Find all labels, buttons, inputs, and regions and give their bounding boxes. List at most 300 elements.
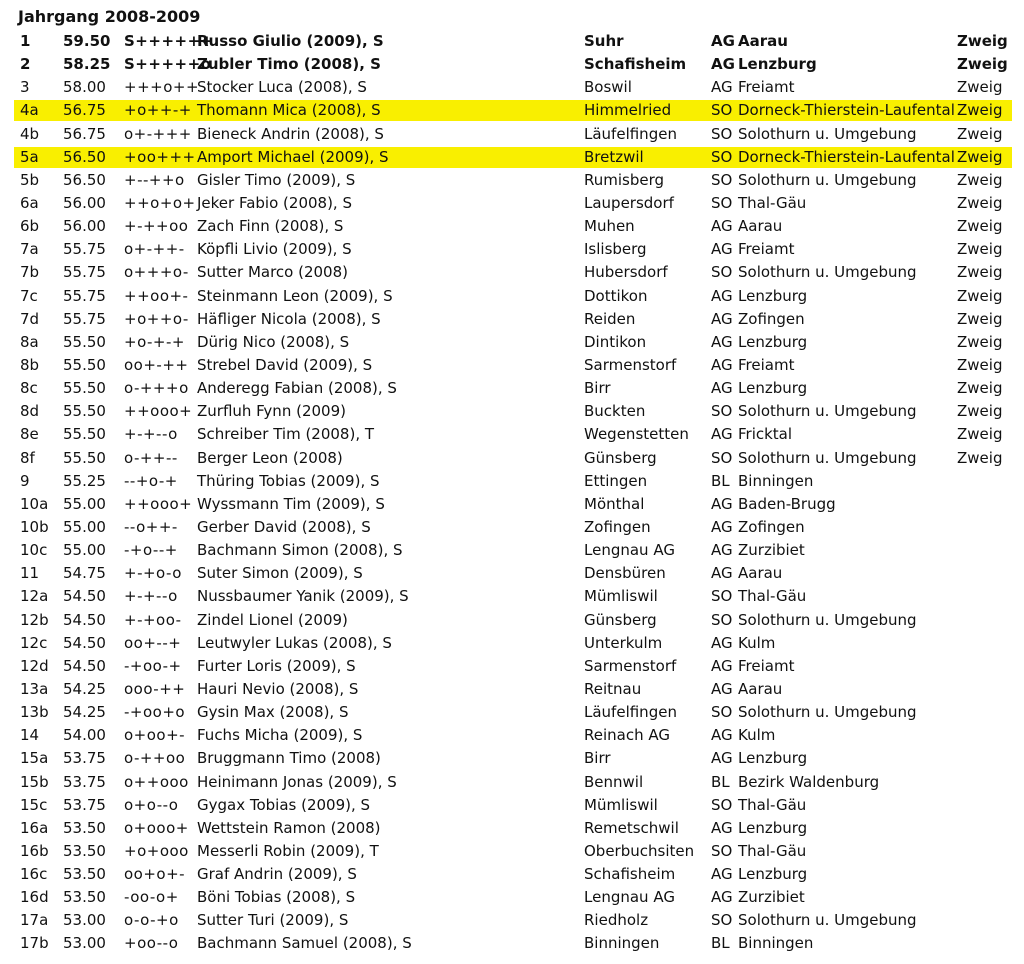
- name-cell: Gerber David (2008), S: [197, 517, 371, 536]
- marks-cell: +-+oo-: [124, 610, 182, 629]
- table-row: [0, 562, 1024, 585]
- region-cell: Dorneck-Thierstein-Laufental: [738, 101, 955, 120]
- points-cell: 56.00: [63, 193, 106, 212]
- canton-cell: AG: [711, 355, 733, 374]
- region-cell: Freiamt: [738, 78, 795, 97]
- name-cell: Bieneck Andrin (2008), S: [197, 124, 384, 143]
- zweig-cell: Zweig: [957, 55, 1008, 74]
- table-row: [0, 285, 1024, 308]
- region-cell: Kulm: [738, 726, 776, 745]
- table-row: [0, 678, 1024, 701]
- points-cell: 55.50: [63, 402, 106, 421]
- region-cell: Solothurn u. Umgebung: [738, 170, 917, 189]
- region-cell: Solothurn u. Umgebung: [738, 448, 917, 467]
- name-cell: Hauri Nevio (2008), S: [197, 679, 359, 698]
- name-cell: Thüring Tobias (2009), S: [197, 471, 380, 490]
- region-cell: Aarau: [738, 217, 783, 236]
- table-row: [0, 53, 1024, 76]
- town-cell: Buckten: [584, 402, 646, 421]
- points-cell: 55.75: [63, 309, 106, 328]
- zweig-cell: Zweig: [957, 147, 1003, 166]
- marks-cell: +o++-+: [124, 101, 192, 120]
- rank-cell: 16d: [20, 888, 49, 907]
- region-cell: Thal-Gäu: [738, 193, 807, 212]
- marks-cell: +++o++: [124, 78, 200, 97]
- points-cell: 54.25: [63, 679, 106, 698]
- rank-cell: 7d: [20, 309, 40, 328]
- region-cell: Solothurn u. Umgebung: [738, 263, 917, 282]
- marks-cell: ++ooo+: [124, 494, 193, 513]
- town-cell: Läufelfingen: [584, 124, 677, 143]
- marks-cell: +--++o: [124, 170, 185, 189]
- region-cell: Binningen: [738, 934, 814, 953]
- name-cell: Messerli Robin (2009), T: [197, 841, 379, 860]
- rank-cell: 17b: [20, 934, 49, 953]
- canton-cell: AG: [711, 633, 733, 652]
- rank-cell: 16b: [20, 841, 49, 860]
- rank-cell: 8b: [20, 355, 40, 374]
- region-cell: Zofingen: [738, 309, 805, 328]
- town-cell: Ettingen: [584, 471, 648, 490]
- region-cell: Solothurn u. Umgebung: [738, 703, 917, 722]
- town-cell: Dottikon: [584, 286, 648, 305]
- table-row: [0, 655, 1024, 678]
- zweig-cell: Zweig: [957, 217, 1003, 236]
- rank-cell: 11: [20, 564, 40, 583]
- marks-cell: +-+--o: [124, 425, 178, 444]
- points-cell: 53.50: [63, 865, 106, 884]
- rank-cell: 12b: [20, 610, 49, 629]
- town-cell: Unterkulm: [584, 633, 663, 652]
- results-table: [0, 30, 1024, 956]
- region-cell: Zurzibiet: [738, 888, 805, 907]
- points-cell: 58.00: [63, 78, 106, 97]
- town-cell: Birr: [584, 749, 611, 768]
- marks-cell: +oo--o: [124, 934, 179, 953]
- marks-cell: oo+-++: [124, 355, 189, 374]
- name-cell: Bruggmann Timo (2008): [197, 749, 381, 768]
- marks-cell: o+-+++: [124, 124, 192, 143]
- canton-cell: AG: [711, 32, 735, 50]
- name-cell: Bachmann Simon (2008), S: [197, 541, 403, 560]
- region-cell: Thal-Gäu: [738, 795, 807, 814]
- town-cell: Riedholz: [584, 911, 649, 930]
- marks-cell: S+++++o: [124, 55, 212, 74]
- table-row: [0, 932, 1024, 955]
- canton-cell: AG: [711, 726, 733, 745]
- table-row: [0, 76, 1024, 99]
- points-cell: 53.00: [63, 911, 106, 930]
- zweig-cell: Zweig: [957, 101, 1003, 120]
- zweig-cell: Zweig: [957, 355, 1003, 374]
- rank-cell: 4b: [20, 124, 40, 143]
- zweig-cell: Zweig: [957, 240, 1003, 259]
- table-row: [0, 585, 1024, 608]
- town-cell: Muhen: [584, 217, 635, 236]
- region-cell: Aarau: [738, 679, 783, 698]
- table-row: [0, 724, 1024, 747]
- zweig-cell: Zweig: [957, 170, 1003, 189]
- points-cell: 56.75: [63, 101, 106, 120]
- marks-cell: o+o--o: [124, 795, 179, 814]
- name-cell: Häfliger Nicola (2008), S: [197, 309, 381, 328]
- table-row: [0, 863, 1024, 886]
- points-cell: 54.50: [63, 656, 106, 675]
- rank-cell: 3: [20, 78, 30, 97]
- region-cell: Aarau: [738, 32, 788, 50]
- region-cell: Lenzburg: [738, 286, 808, 305]
- rank-cell: 7b: [20, 263, 40, 282]
- points-cell: 53.00: [63, 934, 106, 953]
- points-cell: 59.50: [63, 32, 111, 50]
- town-cell: Mümliswil: [584, 587, 658, 606]
- name-cell: Wettstein Ramon (2008): [197, 818, 381, 837]
- canton-cell: AG: [711, 541, 733, 560]
- zweig-cell: Zweig: [957, 124, 1003, 143]
- rank-cell: 1: [20, 32, 31, 50]
- town-cell: Binningen: [584, 934, 660, 953]
- canton-cell: SO: [711, 911, 733, 930]
- town-cell: Wegenstetten: [584, 425, 689, 444]
- region-cell: Solothurn u. Umgebung: [738, 124, 917, 143]
- marks-cell: +o-+-+: [124, 332, 185, 351]
- region-cell: Zurzibiet: [738, 541, 805, 560]
- name-cell: Steinmann Leon (2009), S: [197, 286, 393, 305]
- town-cell: Densbüren: [584, 564, 666, 583]
- town-cell: Boswil: [584, 78, 632, 97]
- points-cell: 53.50: [63, 888, 106, 907]
- town-cell: Bretzwil: [584, 147, 644, 166]
- points-cell: 53.50: [63, 818, 106, 837]
- rank-cell: 7c: [20, 286, 38, 305]
- rank-cell: 6a: [20, 193, 39, 212]
- points-cell: 56.50: [63, 170, 106, 189]
- region-cell: Freiamt: [738, 355, 795, 374]
- marks-cell: o+oo+-: [124, 726, 186, 745]
- zweig-cell: Zweig: [957, 448, 1003, 467]
- table-row: [0, 331, 1024, 354]
- table-row: [0, 238, 1024, 261]
- rank-cell: 5a: [20, 147, 39, 166]
- points-cell: 55.50: [63, 332, 106, 351]
- canton-cell: SO: [711, 170, 733, 189]
- marks-cell: +o++o-: [124, 309, 189, 328]
- table-row: [0, 215, 1024, 238]
- region-cell: Freiamt: [738, 656, 795, 675]
- town-cell: Günsberg: [584, 448, 657, 467]
- town-cell: Suhr: [584, 32, 624, 50]
- canton-cell: BL: [711, 471, 730, 490]
- table-row: [0, 400, 1024, 423]
- zweig-cell: Zweig: [957, 425, 1003, 444]
- zweig-cell: Zweig: [957, 332, 1003, 351]
- rank-cell: 7a: [20, 240, 39, 259]
- canton-cell: AG: [711, 425, 733, 444]
- canton-cell: AG: [711, 309, 733, 328]
- marks-cell: o+-++-: [124, 240, 185, 259]
- table-row: [0, 192, 1024, 215]
- page-title: Jahrgang 2008-2009: [18, 7, 201, 26]
- marks-cell: --+o-+: [124, 471, 178, 490]
- rank-cell: 15a: [20, 749, 49, 768]
- points-cell: 55.50: [63, 355, 106, 374]
- rank-cell: 4a: [20, 101, 39, 120]
- marks-cell: o+++o-: [124, 263, 189, 282]
- canton-cell: AG: [711, 818, 733, 837]
- rank-cell: 17a: [20, 911, 49, 930]
- rank-cell: 9: [20, 471, 30, 490]
- region-cell: Dorneck-Thierstein-Laufental: [738, 147, 955, 166]
- name-cell: Heinimann Jonas (2009), S: [197, 772, 397, 791]
- marks-cell: o++ooo: [124, 772, 189, 791]
- table-row: [0, 377, 1024, 400]
- points-cell: 54.00: [63, 726, 106, 745]
- table-row: [0, 261, 1024, 284]
- table-row: [0, 99, 1024, 122]
- name-cell: Suter Simon (2009), S: [197, 564, 363, 583]
- town-cell: Islisberg: [584, 240, 647, 259]
- region-cell: Solothurn u. Umgebung: [738, 402, 917, 421]
- region-cell: Solothurn u. Umgebung: [738, 610, 917, 629]
- name-cell: Russo Giulio (2009), S: [197, 32, 384, 50]
- table-row: [0, 169, 1024, 192]
- rank-cell: 10c: [20, 541, 48, 560]
- marks-cell: -+oo+o: [124, 703, 186, 722]
- points-cell: 54.50: [63, 610, 106, 629]
- rank-cell: 12c: [20, 633, 48, 652]
- marks-cell: +-++oo: [124, 217, 189, 236]
- name-cell: Jeker Fabio (2008), S: [197, 193, 352, 212]
- points-cell: 55.75: [63, 286, 106, 305]
- name-cell: Zindel Lionel (2009): [197, 610, 348, 629]
- canton-cell: SO: [711, 193, 733, 212]
- town-cell: Günsberg: [584, 610, 657, 629]
- name-cell: Thomann Mica (2008), S: [197, 101, 381, 120]
- town-cell: Rumisberg: [584, 170, 665, 189]
- table-row: [0, 909, 1024, 932]
- zweig-cell: Zweig: [957, 402, 1003, 421]
- region-cell: Lenzburg: [738, 332, 808, 351]
- region-cell: Freiamt: [738, 240, 795, 259]
- rank-cell: 16a: [20, 818, 49, 837]
- name-cell: Furter Loris (2009), S: [197, 656, 356, 675]
- table-row: [0, 747, 1024, 770]
- town-cell: Mönthal: [584, 494, 645, 513]
- region-cell: Binningen: [738, 471, 814, 490]
- town-cell: Zofingen: [584, 517, 651, 536]
- points-cell: 55.50: [63, 448, 106, 467]
- canton-cell: SO: [711, 124, 733, 143]
- name-cell: Fuchs Micha (2009), S: [197, 726, 363, 745]
- canton-cell: AG: [711, 217, 733, 236]
- table-row: [0, 771, 1024, 794]
- marks-cell: ++oo+-: [124, 286, 189, 305]
- town-cell: Schafisheim: [584, 55, 687, 74]
- table-row: [0, 493, 1024, 516]
- canton-cell: SO: [711, 795, 733, 814]
- points-cell: 55.75: [63, 240, 106, 259]
- table-row: [0, 817, 1024, 840]
- region-cell: Lenzburg: [738, 379, 808, 398]
- points-cell: 53.75: [63, 772, 106, 791]
- town-cell: Schafisheim: [584, 865, 676, 884]
- rank-cell: 12d: [20, 656, 49, 675]
- name-cell: Anderegg Fabian (2008), S: [197, 379, 397, 398]
- marks-cell: +o+ooo: [124, 841, 189, 860]
- marks-cell: -+o--+: [124, 541, 178, 560]
- name-cell: Graf Andrin (2009), S: [197, 865, 357, 884]
- marks-cell: o+ooo+: [124, 818, 189, 837]
- points-cell: 55.00: [63, 541, 106, 560]
- zweig-cell: Zweig: [957, 379, 1003, 398]
- canton-cell: AG: [711, 865, 733, 884]
- name-cell: Wyssmann Tim (2009), S: [197, 494, 385, 513]
- region-cell: Lenzburg: [738, 818, 808, 837]
- marks-cell: --o++-: [124, 517, 178, 536]
- region-cell: Bezirk Waldenburg: [738, 772, 880, 791]
- town-cell: Reitnau: [584, 679, 642, 698]
- rank-cell: 10a: [20, 494, 49, 513]
- name-cell: Sutter Marco (2008): [197, 263, 348, 282]
- town-cell: Himmelried: [584, 101, 672, 120]
- table-row: [0, 516, 1024, 539]
- points-cell: 55.00: [63, 517, 106, 536]
- town-cell: Remetschwil: [584, 818, 679, 837]
- marks-cell: oo+--+: [124, 633, 182, 652]
- town-cell: Sarmenstorf: [584, 355, 677, 374]
- rank-cell: 14: [20, 726, 40, 745]
- name-cell: Berger Leon (2008): [197, 448, 343, 467]
- town-cell: Reinach AG: [584, 726, 670, 745]
- zweig-cell: Zweig: [957, 32, 1008, 50]
- region-cell: Lenzburg: [738, 865, 808, 884]
- rank-cell: 8f: [20, 448, 35, 467]
- canton-cell: AG: [711, 78, 733, 97]
- region-cell: Kulm: [738, 633, 776, 652]
- points-cell: 54.75: [63, 564, 106, 583]
- name-cell: Nussbaumer Yanik (2009), S: [197, 587, 409, 606]
- points-cell: 58.25: [63, 55, 111, 74]
- town-cell: Birr: [584, 379, 611, 398]
- canton-cell: SO: [711, 610, 733, 629]
- canton-cell: AG: [711, 564, 733, 583]
- marks-cell: +oo+++: [124, 147, 196, 166]
- region-cell: Lenzburg: [738, 55, 817, 74]
- points-cell: 54.25: [63, 703, 106, 722]
- canton-cell: SO: [711, 703, 733, 722]
- town-cell: Lengnau AG: [584, 888, 675, 907]
- town-cell: Dintikon: [584, 332, 647, 351]
- name-cell: Zach Finn (2008), S: [197, 217, 344, 236]
- zweig-cell: Zweig: [957, 309, 1003, 328]
- marks-cell: S++++++: [124, 32, 214, 50]
- zweig-cell: Zweig: [957, 78, 1003, 97]
- canton-cell: SO: [711, 587, 733, 606]
- table-row: [0, 146, 1024, 169]
- canton-cell: AG: [711, 286, 733, 305]
- region-cell: Lenzburg: [738, 749, 808, 768]
- canton-cell: SO: [711, 147, 733, 166]
- canton-cell: AG: [711, 679, 733, 698]
- name-cell: Stocker Luca (2008), S: [197, 78, 367, 97]
- canton-cell: SO: [711, 101, 733, 120]
- rank-cell: 8a: [20, 332, 39, 351]
- name-cell: Köpfli Livio (2009), S: [197, 240, 352, 259]
- name-cell: Zurfluh Fynn (2009): [197, 402, 346, 421]
- canton-cell: AG: [711, 749, 733, 768]
- marks-cell: o-o-+o: [124, 911, 179, 930]
- rank-cell: 12a: [20, 587, 49, 606]
- name-cell: Leutwyler Lukas (2008), S: [197, 633, 392, 652]
- canton-cell: AG: [711, 379, 733, 398]
- table-row: [0, 539, 1024, 562]
- points-cell: 54.50: [63, 633, 106, 652]
- canton-cell: BL: [711, 772, 730, 791]
- zweig-cell: Zweig: [957, 263, 1003, 282]
- rank-cell: 13a: [20, 679, 49, 698]
- region-cell: Fricktal: [738, 425, 793, 444]
- points-cell: 56.75: [63, 124, 106, 143]
- rank-cell: 8d: [20, 402, 40, 421]
- name-cell: Sutter Turi (2009), S: [197, 911, 349, 930]
- rank-cell: 8e: [20, 425, 39, 444]
- table-row: [0, 30, 1024, 53]
- canton-cell: AG: [711, 55, 735, 74]
- points-cell: 55.75: [63, 263, 106, 282]
- table-row: [0, 447, 1024, 470]
- canton-cell: AG: [711, 332, 733, 351]
- rank-cell: 13b: [20, 703, 49, 722]
- rank-cell: 6b: [20, 217, 40, 236]
- table-row: [0, 123, 1024, 146]
- table-row: [0, 794, 1024, 817]
- points-cell: 55.50: [63, 379, 106, 398]
- table-row: [0, 886, 1024, 909]
- marks-cell: -oo-o+: [124, 888, 179, 907]
- rank-cell: 5b: [20, 170, 40, 189]
- table-row: [0, 308, 1024, 331]
- town-cell: Oberbuchsiten: [584, 841, 695, 860]
- table-row: [0, 701, 1024, 724]
- name-cell: Bachmann Samuel (2008), S: [197, 934, 412, 953]
- points-cell: 53.50: [63, 841, 106, 860]
- name-cell: Strebel David (2009), S: [197, 355, 373, 374]
- canton-cell: SO: [711, 448, 733, 467]
- marks-cell: o-+++o: [124, 379, 189, 398]
- zweig-cell: Zweig: [957, 286, 1003, 305]
- rank-cell: 8c: [20, 379, 38, 398]
- name-cell: Amport Michael (2009), S: [197, 147, 389, 166]
- marks-cell: +-+--o: [124, 587, 178, 606]
- region-cell: Baden-Brugg: [738, 494, 836, 513]
- canton-cell: AG: [711, 494, 733, 513]
- name-cell: Böni Tobias (2008), S: [197, 888, 356, 907]
- points-cell: 56.50: [63, 147, 106, 166]
- town-cell: Läufelfingen: [584, 703, 677, 722]
- town-cell: Laupersdorf: [584, 193, 674, 212]
- points-cell: 55.25: [63, 471, 106, 490]
- rank-cell: 2: [20, 55, 31, 74]
- marks-cell: ++o+o+: [124, 193, 196, 212]
- points-cell: 53.75: [63, 749, 106, 768]
- region-cell: Thal-Gäu: [738, 587, 807, 606]
- name-cell: Zubler Timo (2008), S: [197, 55, 381, 74]
- canton-cell: AG: [711, 656, 733, 675]
- canton-cell: SO: [711, 402, 733, 421]
- table-row: [0, 632, 1024, 655]
- name-cell: Dürig Nico (2008), S: [197, 332, 350, 351]
- town-cell: Lengnau AG: [584, 541, 675, 560]
